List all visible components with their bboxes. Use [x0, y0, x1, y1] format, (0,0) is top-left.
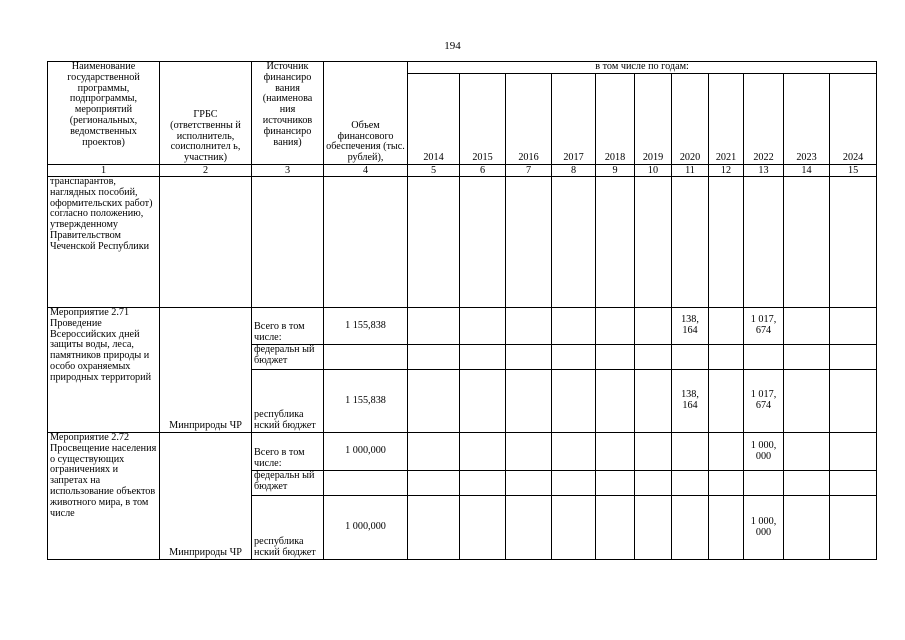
- column-number: 15: [830, 165, 877, 177]
- header-year: 2024: [830, 74, 877, 165]
- measure-2-71-republic-volume: 1 155,838: [324, 370, 408, 433]
- table-row: [48, 433, 877, 471]
- table-row: [48, 177, 877, 308]
- column-number: 14: [784, 165, 830, 177]
- measure-2-71-total-2020: 138, 164: [672, 308, 709, 345]
- header-by-years: в том числе по годам:: [408, 62, 877, 74]
- column-number: 4: [324, 165, 408, 177]
- measure-2-72-total-volume: 1 000,000: [324, 433, 408, 471]
- column-number: 12: [709, 165, 744, 177]
- measure-2-71-republic-2022: 1 017, 674: [744, 370, 784, 433]
- column-number: 9: [596, 165, 635, 177]
- column-number: 3: [252, 165, 324, 177]
- page-number: 194: [444, 40, 461, 52]
- column-number: 11: [672, 165, 709, 177]
- measure-2-71-total-2022: 1 017, 674: [744, 308, 784, 345]
- financing-table: [47, 61, 877, 560]
- measure-2-72-name: Мероприятие 2.72 Просвещение населения о существующих ограничениях и запретах на использование объектов животного мира, в том числе: [48, 433, 160, 560]
- header-grbs: ГРБС (ответственны й исполнитель, соисполнител ь, участник): [160, 62, 252, 165]
- measure-2-71-grbs: Минприроды ЧР: [160, 308, 252, 433]
- measure-2-72-republic-volume: 1 000,000: [324, 496, 408, 560]
- header-source: Источник финансиро вания (наименова ния источников финансиро вания): [252, 62, 324, 165]
- header-year: 2017: [552, 74, 596, 165]
- column-number: 13: [744, 165, 784, 177]
- measure-2-72-republic-source: республика нский бюджет: [252, 496, 324, 560]
- header-volume: Объем финансового обеспечения (тыс. рублей),: [324, 62, 408, 165]
- header-year: 2019: [635, 74, 672, 165]
- measure-2-72-total-source: Всего в том числе:: [252, 433, 324, 471]
- header-year: 2015: [460, 74, 506, 165]
- measure-2-71-name: Мероприятие 2.71 Проведение Всероссийских дней защиты воды, леса, памятников природы и особо охраняемых природных территорий: [48, 308, 160, 433]
- continuation-text: транспарантов, наглядных пособий, оформительских работ) согласно положению, утвержденному Правительством Чеченской Республики: [48, 177, 160, 308]
- measure-2-72-total-2022: 1 000, 000: [744, 433, 784, 471]
- column-number-row: [48, 165, 877, 177]
- table-row: [48, 308, 877, 345]
- measure-2-71-total-volume: 1 155,838: [324, 308, 408, 345]
- measure-2-72-republic-2022: 1 000, 000: [744, 496, 784, 560]
- header-year: 2023: [784, 74, 830, 165]
- column-number: 5: [408, 165, 460, 177]
- header-year: 2021: [709, 74, 744, 165]
- header-name: Наименование государственной программы, подпрограммы, мероприятий (региональных, ведомственных проектов): [48, 62, 160, 165]
- header-year: 2022: [744, 74, 784, 165]
- measure-2-71-total-source: Всего в том числе:: [252, 308, 324, 345]
- column-number: 8: [552, 165, 596, 177]
- measure-2-72-grbs: Минприроды ЧР: [160, 433, 252, 560]
- measure-2-71-republic-source: республика нский бюджет: [252, 370, 324, 433]
- column-number: 1: [48, 165, 160, 177]
- header-year: 2014: [408, 74, 460, 165]
- column-number: 7: [506, 165, 552, 177]
- column-number: 10: [635, 165, 672, 177]
- column-number: 2: [160, 165, 252, 177]
- measure-2-71-federal-source: федеральн ый бюджет: [252, 345, 324, 370]
- header-year: 2020: [672, 74, 709, 165]
- column-number: 6: [460, 165, 506, 177]
- header-year: 2018: [596, 74, 635, 165]
- measure-2-71-republic-2020: 138, 164: [672, 370, 709, 433]
- header-year: 2016: [506, 74, 552, 165]
- measure-2-72-federal-source: федеральн ый бюджет: [252, 471, 324, 496]
